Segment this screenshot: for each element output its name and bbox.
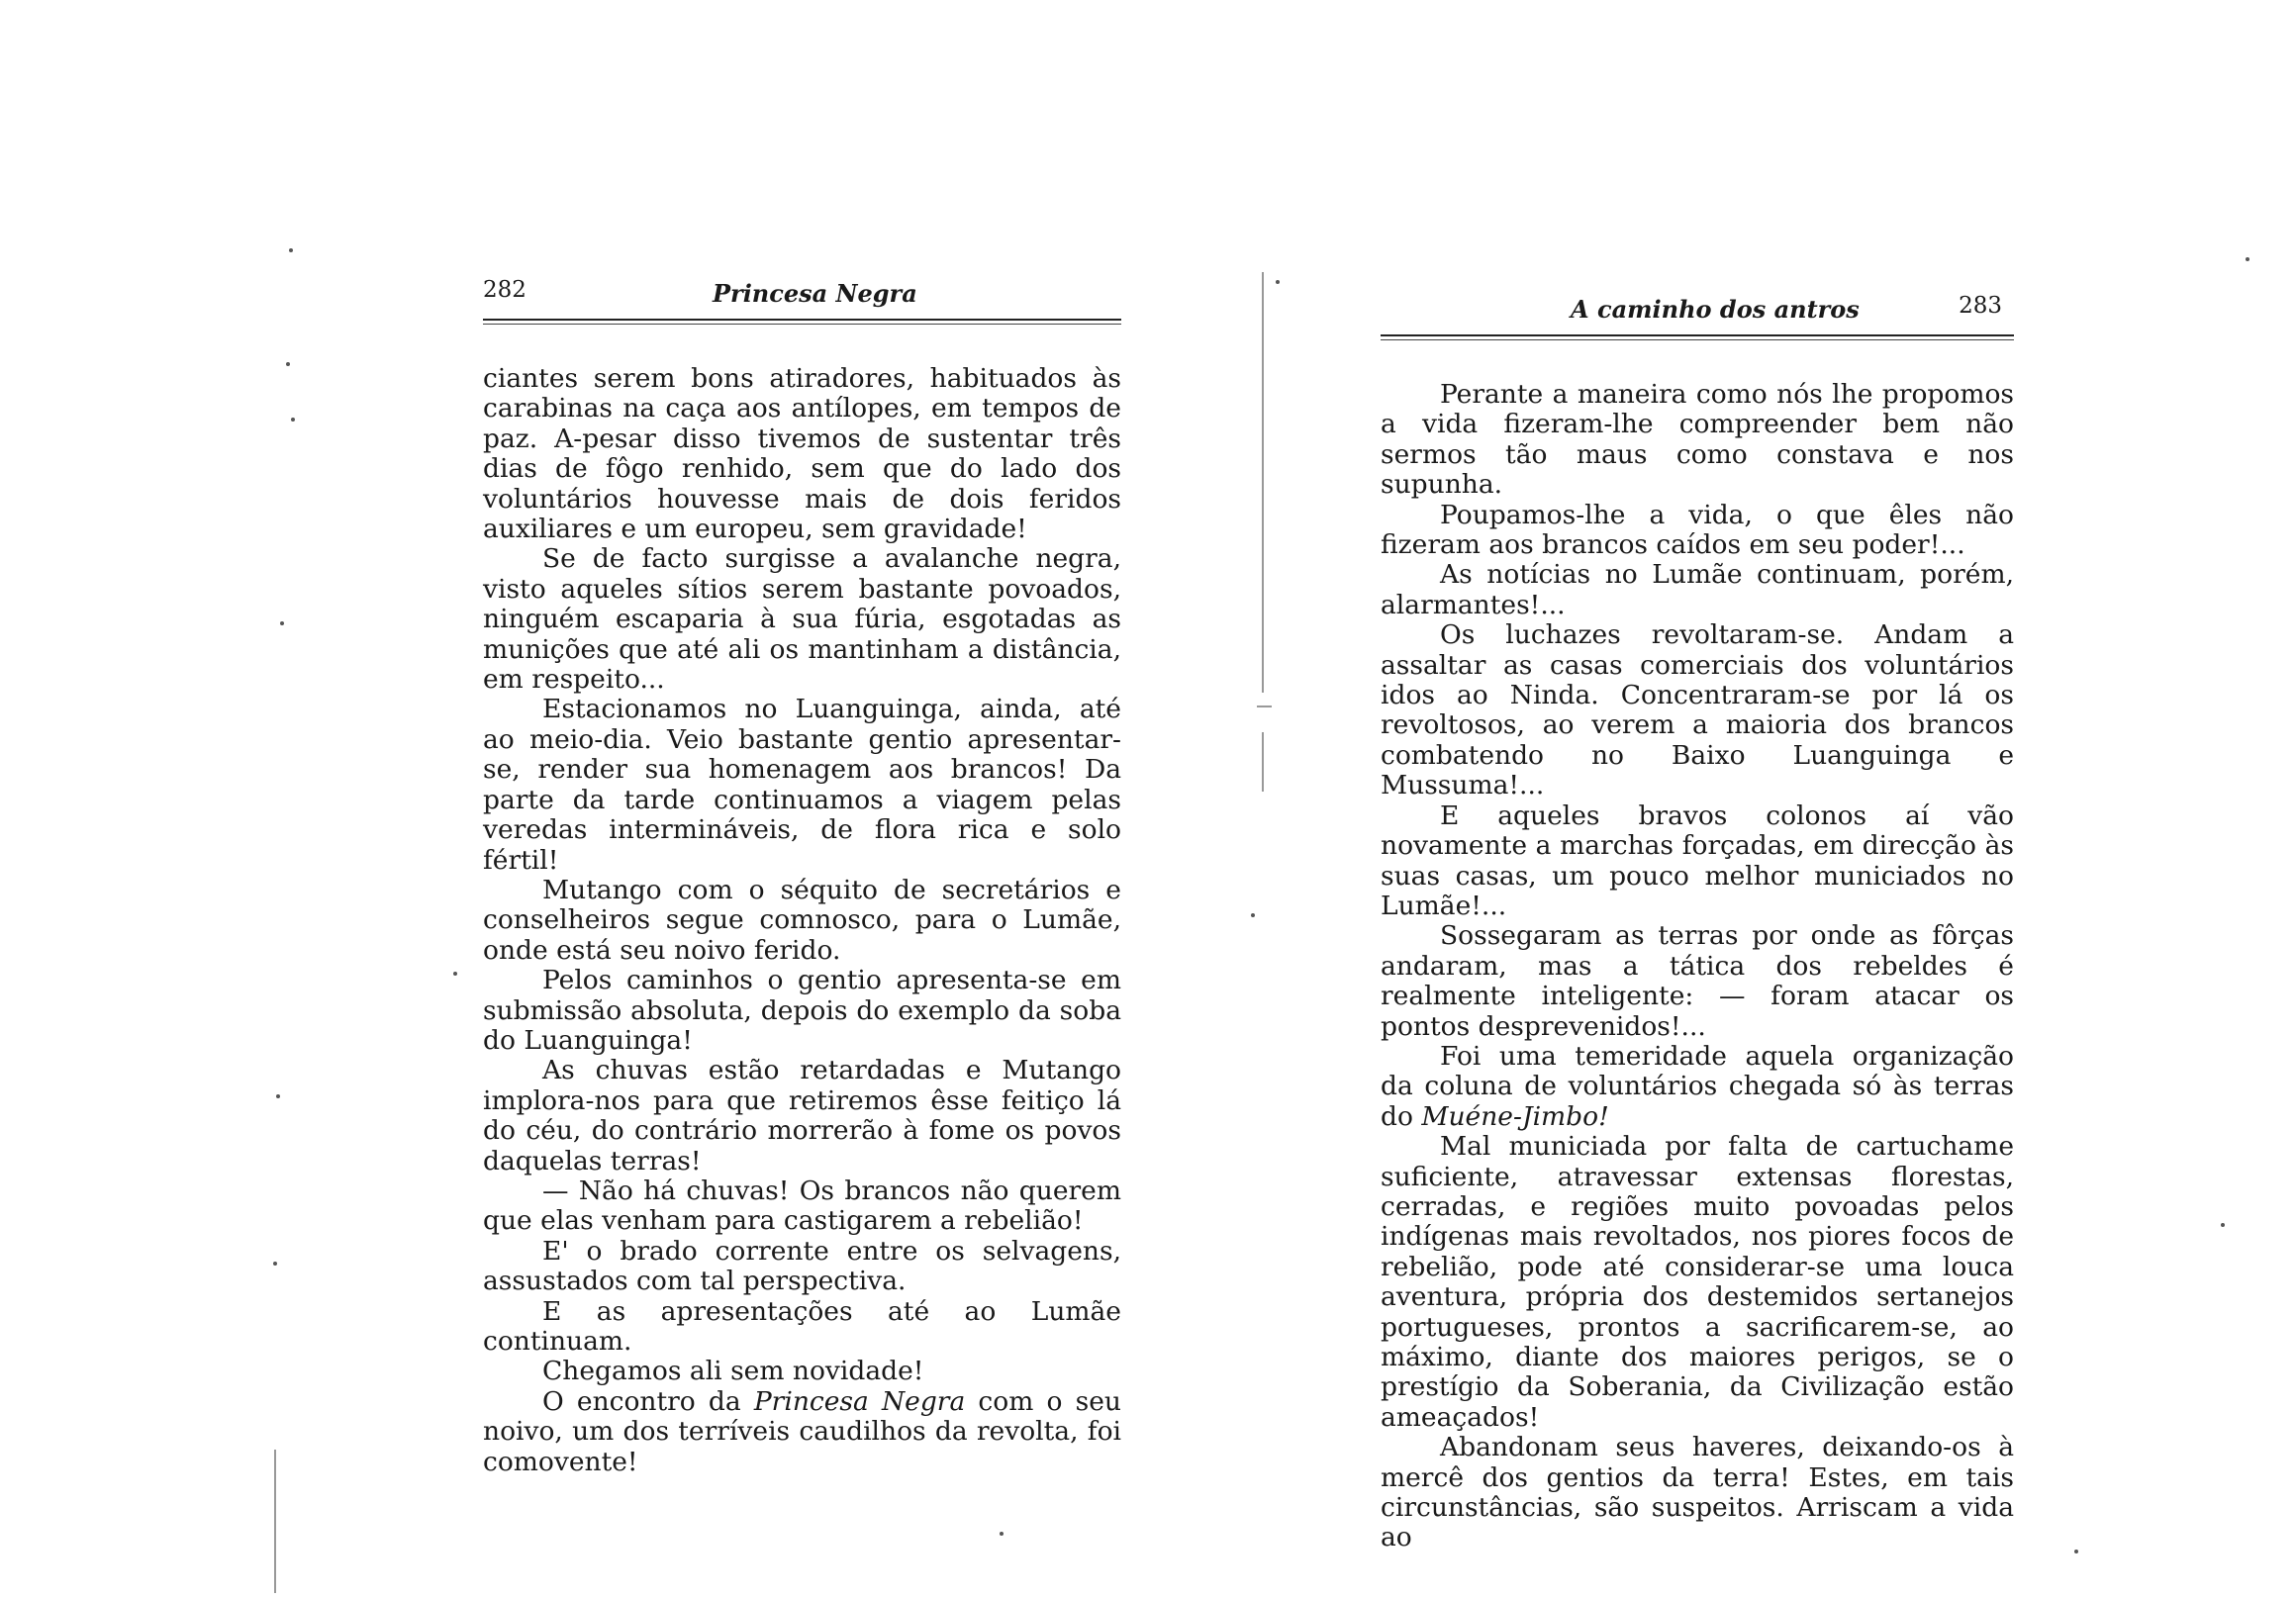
paragraph: Abandonam seus haveres, deixando-os à mercê dos gentios da terra! Estes, em tais circunstâncias, são suspeitos. Arriscam a vida ao [1381,1432,2014,1553]
paragraph: E as apresentações até ao Lumãe continuam. [483,1295,1121,1357]
paragraph: E aqueles bravos colonos aí vão novamente a marchas forçadas, em direcção às suas casas, um pouco melhor municiados no Lumãe!... [1381,800,2014,921]
left-running-head [483,277,1121,317]
left-page [483,277,1121,1477]
scan-speck [2074,1550,2078,1553]
scan-speck [280,621,284,625]
paragraph: ciantes serem bons atiradores, habituados às carabinas na caça aos antílopes, em tempos de paz. A-pesar disso tivemos de sustentar três dias de fôgo renhido, sem que do lado dos voluntários houvesse mais de dois feridos auxiliares e um europeu, sem gravidade! [483,363,1121,545]
left-running-title: Princesa Negra [713,279,917,308]
text-run: Foi uma temeridade aquela organização da coluna de voluntários chegada só às terras do [1381,1040,2014,1132]
scan-speck [453,972,457,976]
left-header-rule [483,319,1121,321]
paragraph: Estacionamos no Luanguinga, ainda, até ao meio-dia. Veio bastante gentio apresentar-se, render sua homenagem aos brancos! Da parte da tarde continuamos a viagem pelas veredas intermináveis, de flora rica e solo fértil! [483,694,1121,876]
paragraph: Pelos caminhos o gentio apresenta-se em submissão absoluta, depois do exemplo da soba do Luanguinga! [483,965,1121,1056]
paragraph: E' o brado corrente entre os selvagens, assustados com tal perspectiva. [483,1235,1121,1297]
right-page-number: 283 [1959,293,2002,319]
scan-speck [1251,913,1255,917]
scan-speck [289,248,293,252]
paragraph: Mutango com o séquito de secretários e conselheiros segue comnosco, para o Lumãe, onde está seu noivo ferido. [483,874,1121,966]
paragraph-temeridade [1381,1042,2014,1132]
right-running-head [1381,293,2014,332]
paragraph: Perante a maneira como nós lhe propomos a vida fizeram-lhe compreender bem não sermos tão maus como constava e nos supunha. [1381,379,2014,501]
right-page [1381,293,2014,1553]
scan-speck [276,1094,280,1098]
paragraph: — Não há chuvas! Os brancos não querem que elas venham para castigarem a rebelião! [483,1175,1121,1237]
right-header-rule-thin [1381,339,2014,340]
left-body-text [483,364,1121,1477]
paragraph: Sossegaram as terras por onde as fôrças andaram, mas a tática dos rebeldes é realmente inteligente: — foram atacar os pontos desprevenidos!... [1381,920,2014,1042]
scan-speck [2221,1223,2225,1227]
scan-speck [291,418,295,422]
italic-place-name: Muéne-Jimbo! [1421,1100,1609,1132]
paragraph: Chegamos ali sem novidade! [542,1356,924,1387]
paragraph-final [483,1387,1121,1477]
scan-speck [273,1262,277,1266]
paragraph: Poupamos-lhe a vida, o que êles não fizeram aos brancos caídos em seu poder!... [1381,499,2014,561]
scan-speck [286,362,290,366]
left-header-rule-thin [483,324,1121,325]
right-running-title: A caminho dos antros [1571,295,1860,324]
scan-speck [2246,257,2249,261]
text-run: O encontro da [542,1385,741,1417]
scan-speck [1276,280,1280,284]
paragraph: Se de facto surgisse a avalanche negra, visto aqueles sítios serem bastante povoados, ninguém escaparia à sua fúria, esgotadas as munições que até ali os mantinham a distância, em respeito... [483,543,1121,696]
paragraph: As notícias no Lumãe continuam, porém, alarmantes!... [1381,559,2014,620]
paragraph: Mal municiada por falta de cartuchame suficiente, atravessar extensas florestas, cerradas, e regiões muito povoadas pelos indígenas mais revoltados, nos piores focos de rebelião, pode até considerar-se uma louca aventura, própria dos destemidos sertanejos portugueses, prontos a sacrificarem-se, ao máximo, diante dos maiores perigos, se o prestígio da Soberania, da Civilização estão ameaçados! [1381,1131,2014,1433]
paragraph: Os luchazes revoltaram-se. Andam a assaltar as casas comerciais dos voluntários idos ao Ninda. Concentraram-se por lá os revoltosos, ao verem a maioria dos brancos combatendo no Baixo Luanguinga e Mussuma!... [1381,619,2014,801]
italic-title: Princesa Negra [753,1385,966,1417]
left-page-number: 282 [483,277,526,303]
text-run: com o seu noivo, um dos terríveis caudilhos da revolta, foi comovente! [483,1385,1121,1477]
paragraph: As chuvas estão retardadas e Mutango implora-nos para que retiremos êsse feitiço lá do céu, do contrário morrerão à fome os povos daquelas terras! [483,1055,1121,1176]
right-header-rule [1381,334,2014,336]
right-body-text [1381,380,2014,1553]
scan-speck [1000,1532,1004,1536]
